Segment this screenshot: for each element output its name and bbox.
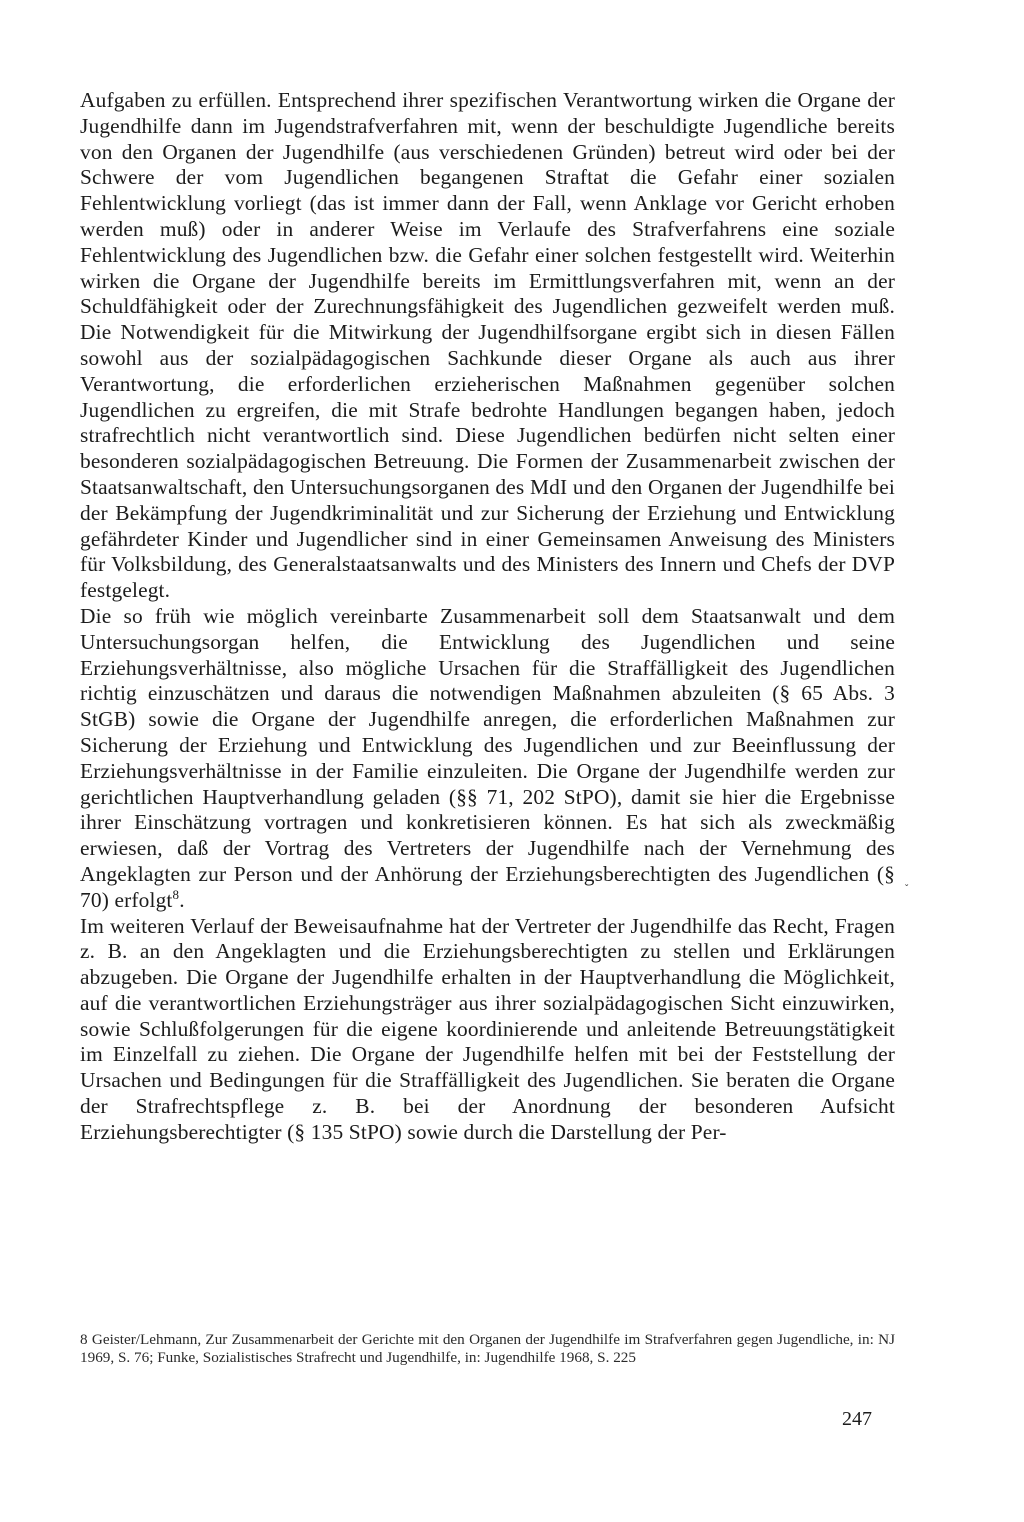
footnote-reference: 8	[172, 886, 180, 902]
page-number: 247	[842, 1408, 872, 1430]
paragraph-2	[80, 604, 895, 914]
margin-mark: ˯	[904, 870, 910, 887]
paragraph-1: Aufgaben zu erfüllen. Entsprechend ihrer spezifischen Verantwortung wirken die Organe der Jugendhilfe dann im Jugendstrafverfahren mit, wenn der beschuldigte Jugendliche bereits von den Organen der Jugendhilfe (aus verschiedenen Gründen) betreut wird oder bei der Schwere der vom Jugendlichen begangenen Straftat die Gefahr einer sozialen Fehlentwicklung vorliegt (das ist immer dann der Fall, wenn Anklage vor Gericht erhoben werden muß) oder in anderer Weise im Verlaufe des Strafverfahrens eine soziale Fehlentwicklung des Jugendlichen bzw. die Gefahr einer solchen festgestellt wird. Weiterhin wirken die Organe der Jugendhilfe bereits im Ermittlungsverfahren mit, wenn an der Schuldfähigkeit oder der Zurechnungsfähigkeit des Jugendlichen gezweifelt werden muß. Die Notwendigkeit für die Mitwirkung der Jugendhilfsorgane ergibt sich in diesen Fällen sowohl aus der sozialpädagogischen Sachkunde dieser Organe als auch aus ihrer Verantwortung, die erforderlichen erzieherischen Maßnahmen gegenüber solchen Jugendlichen zu ergreifen, die mit Strafe bedrohte Handlungen begangen haben, jedoch strafrechtlich nicht verantwortlich sind. Diese Jugendlichen bedürfen nicht selten einer besonderen sozialpädagogischen Betreuung. Die Formen der Zusammenarbeit zwischen der Staatsanwaltschaft, den Untersuchungsorganen des MdI und den Organen der Jugendhilfe bei der Bekämpfung der Jugendkriminalität und zur Sicherung der Erziehung und Entwicklung gefährdeter Kinder und Jugendlicher sind in einer Gemeinsamen Anweisung des Ministers für Volksbildung, des Generalstaatsanwalts und des Ministers des Innern und Chefs der DVP festgelegt.	[80, 88, 895, 603]
paragraph-2-text: Die so früh wie möglich vereinbarte Zusammenarbeit soll dem Staatsanwalt und dem Untersuchungsorgan helfen, die Entwicklung des Jugendlichen und seine Erziehungsverhältnisse, also mögliche Ursachen für die Straffälligkeit des Jugendlichen richtig einzuschätzen und daraus die notwendigen Maßnahmen abzuleiten (§ 65 Abs. 3 StGB) sowie die Organe der Jugendhilfe anregen, die erforderlichen Maßnahmen zur Sicherung der Erziehung und Entwicklung des Jugendlichen und zur Beeinflussung der Erziehungsverhältnisse in der Familie einzuleiten. Die Organe der Jugendhilfe werden zur gerichtlichen Hauptverhandlung geladen (§§ 71, 202 StPO), damit sie hier die Ergebnisse ihrer Einschätzung vortragen und konkretisieren können. Es hat sich als zweckmäßig erwiesen, daß der Vortrag des Vertreters der Jugendhilfe nach der Vernehmung des Angeklagten zur Person und der Anhörung der Erziehungsberechtigten des Jugendlichen (§ 70) erfolgt	[80, 603, 895, 912]
footnotes	[80, 1331, 895, 1366]
paragraph-3: Im weiteren Verlauf der Beweisaufnahme hat der Vertreter der Jugendhilfe das Recht, Fragen z. B. an den Angeklagten und die Erziehungsberechtigten zu stellen und Erklärungen abzugeben. Die Organe der Jugendhilfe erhalten in der Hauptverhandlung die Möglichkeit, auf die verantwortlichen Erziehungsträger aus ihrer sozialpädagogischen Sicht einzuwirken, sowie Schlußfolgerungen für die eigene koordinierende und anleitende Betreuungstätigkeit im Einzelfall zu ziehen. Die Organe der Jugendhilfe helfen mit bei der Feststellung der Ursachen und Bedingungen für die Straffälligkeit des Jugendlichen. Sie beraten die Organe der Strafrechtspflege z. B. bei der Anordnung der besonderen Aufsicht Erziehungsberechtigter (§ 135 StPO) sowie durch die Darstellung der Per-	[80, 913, 895, 1144]
page-body	[80, 88, 895, 1146]
footnote-8: 8 Geister/Lehmann, Zur Zusammenarbeit der Gerichte mit den Organen der Jugendhilfe im Strafverfahren gegen Jugendliche, in: NJ 1969, S. 76; Funke, Sozialistisches Strafrecht und Jugendhilfe, in: Jugendhilfe 1968, S. 225	[80, 1331, 895, 1366]
paragraph-2-end: .	[179, 887, 185, 912]
